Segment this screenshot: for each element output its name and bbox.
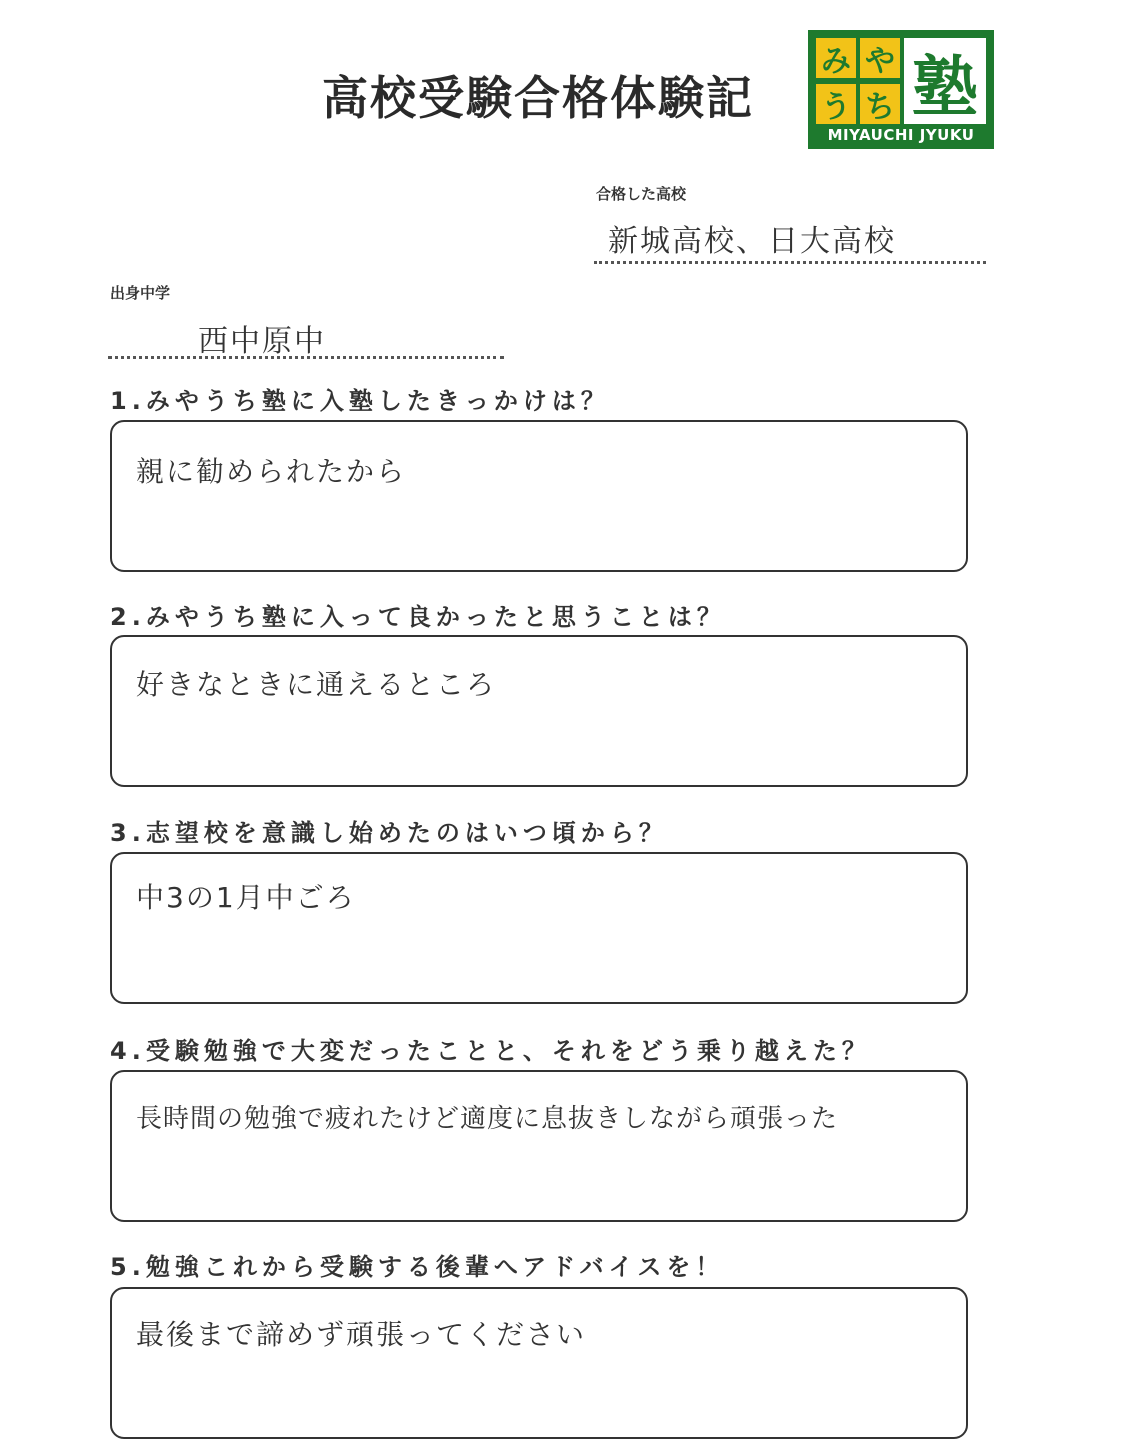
- question-5: 5.勉強これから受験する後輩へアドバイスを！: [110, 1253, 725, 1281]
- answer-1: 親に勧められたから: [136, 455, 407, 488]
- answer-5: 最後まで諦めず頑張ってください: [136, 1318, 587, 1351]
- answer-box-1: [110, 420, 968, 572]
- answer-4: 長時間の勉強で疲れたけど適度に息抜きしながら頑張った: [136, 1104, 839, 1134]
- logo-char-mi: み: [816, 38, 856, 78]
- question-1: 1.みやうち塾に入塾したきっかけは？: [110, 387, 610, 415]
- logo-char-juku: 塾: [904, 38, 986, 124]
- logo-char-chi: ち: [860, 84, 900, 124]
- page-title: 高校受験合格体験記: [322, 71, 754, 125]
- question-4: 4.受験勉強で大変だったことと、それをどう乗り越えた？: [110, 1037, 871, 1065]
- passed-school-label: 合格した高校: [596, 185, 687, 203]
- passed-school-value: 新城高校、日大高校: [608, 224, 896, 259]
- miyauchi-logo: [808, 30, 994, 149]
- answer-2: 好きなときに通えるところ: [136, 668, 497, 701]
- answer-box-4: [110, 1070, 968, 1222]
- passed-school-underline: [594, 261, 986, 264]
- middle-school-underline: [108, 356, 504, 359]
- logo-char-u: う: [816, 84, 856, 124]
- question-3: 3.志望校を意識し始めたのはいつ頃から？: [110, 819, 668, 847]
- question-2: 2.みやうち塾に入って良かったと思うことは？: [110, 603, 726, 631]
- answer-box-5: [110, 1287, 968, 1439]
- answer-box-2: [110, 635, 968, 787]
- logo-english-text: MIYAUCHI JYUKU: [827, 126, 975, 144]
- answer-box-3: [110, 852, 968, 1004]
- answer-3: 中3の1月中ごろ: [136, 881, 356, 914]
- middle-school-value: 西中原中: [198, 324, 326, 359]
- logo-char-ya: や: [860, 38, 900, 78]
- middle-school-label: 出身中学: [110, 284, 171, 302]
